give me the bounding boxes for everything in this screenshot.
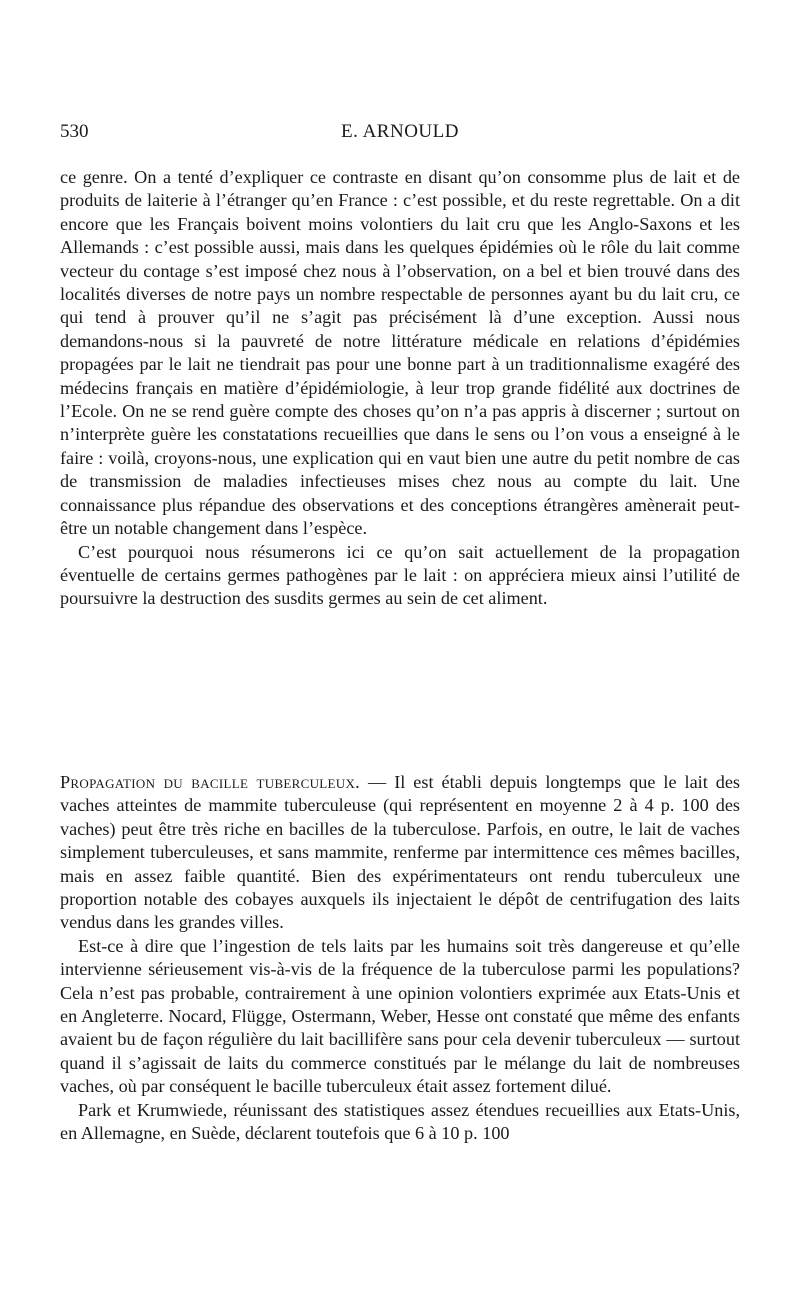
paragraph bbox=[60, 771, 740, 935]
section-2-text bbox=[60, 771, 740, 1146]
page-number: 530 bbox=[60, 121, 89, 142]
paragraph: Park et Krumwiede, réunissant des statistiques assez étendues recueillies aux Etats-Unis, en Allemagne, en Suède, déclarent toutefois que 6 à 10 p. 100 bbox=[60, 1099, 740, 1144]
section-1-text bbox=[60, 166, 740, 611]
section-heading: Propagation du bacille tuberculeux. bbox=[60, 772, 361, 792]
paragraph: Est-ce à dire que l’ingestion de tels laits par les humains soit très dangereuse et qu’elle intervienne sérieusement vis-à-vis de la fréquence de la tuberculose parmi les populations? Cela n’est pas probable, contrairement à une opinion volontiers exprimée aux Etats-Unis et en Angleterre. Nocard, Flügge, Ostermann, Weber, Hesse ont constaté que même des enfants avaient bu de façon régulière du lait bacillifère sans pour cela devenir tuberculeux — surtout quand il s’agissait de laits du commerce constitués par le mélange du lait de nombreuses vaches, où par conséquent le bacille tuberculeux était assez fortement dilué. bbox=[60, 935, 740, 1097]
paragraph: C’est pourquoi nous résumerons ici ce qu’on sait actuellement de la propagation éventuelle de certains germes pathogènes par le lait : on appréciera mieux ainsi l’utilité de poursuivre la destruction des susdits germes au sein de cet aliment. bbox=[60, 541, 740, 609]
paragraph-text: — Il est établi depuis longtemps que le lait des vaches atteintes de mammite tuberculeuse (qui représentent en moyenne 2 à 4 p. 100 des vaches) peut être très riche en bacilles de la tuberculose. Parfois, en outre, le lait de vaches simplement tuberculeuses, et sans mammite, renferme par intermittence ces mêmes bacilles, mais en assez faible quantité. Bien des expérimentateurs ont rendu tuberculeux une proportion notable des cobayes auxquels ils injectaient le dépôt de centrifugation des laits vendus dans les grandes villes. bbox=[60, 772, 741, 933]
paragraph: ce genre. On a tenté d’expliquer ce contraste en disant qu’on consomme plus de lait et de produits de laiterie à l’étranger qu’en France : c’est possible, et du reste regrettable. On a dit encore que les Français boivent moins volontiers du lait cru que les Anglo-Saxons et les Allemands : c’est possible aussi, mais dans les quelques épidémies où le rôle du lait comme vecteur du contage s’est imposé chez nous à l’observation, on a bel et bien trouvé dans des localités diverses de notre pays un nombre respectable de personnes ayant bu du lait cru, ce qui tend à prouver qu’il ne s’agit pas précisément là d’une exception. Aussi nous demandons-nous si la pauvreté de notre littérature médicale en relations d’épidémies propagées par le lait ne tiendrait pas pour une bonne part à un traditionnalisme exagéré des médecins français en matière d’épidémiologie, à leur trop grande fidélité aux doctrines de l’Ecole. On ne se rend guère compte des choses qu’on n’a pas appris à discerner ; surtout on n’interprète guère les constatations recueillies que dans le sens ou l’on vous a enseigné à le faire : voilà, croyons-nous, une explication qui en vaut bien une autre du petit nombre de cas de transmission de maladies infectieuses mises chez nous au compte du lait. Une connaissance plus répandue des observations et des conceptions étrangères amènerait peut-être un notable changement dans l’espèce. bbox=[60, 167, 740, 539]
running-head bbox=[60, 121, 740, 147]
author-name: E. ARNOULD bbox=[341, 121, 459, 142]
